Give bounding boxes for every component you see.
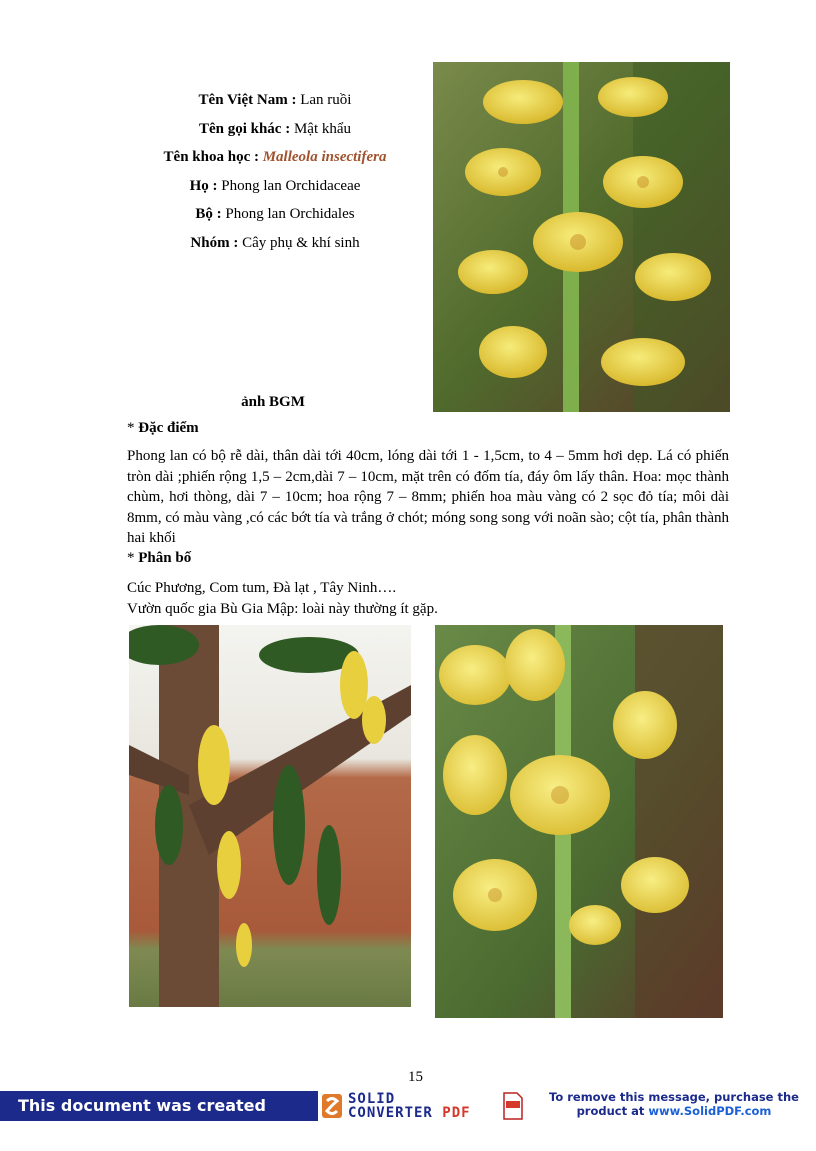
distribution-paragraph: [127, 578, 729, 620]
family-label: Họ :: [189, 177, 218, 194]
scientific-name-value: Malleola insectifera: [258, 149, 387, 165]
pdf-file-icon: [502, 1092, 524, 1120]
solidpdf-banner[interactable]: [0, 1088, 816, 1145]
order-row: [130, 200, 420, 229]
other-name-label: Tên gọi khác :: [198, 120, 291, 137]
group-value: Cây phụ & khí sinh: [238, 234, 360, 251]
orchid-flowers-closeup-photo: [435, 625, 723, 1018]
purchase-line-2: product at www.SolidPDF.com: [576, 1104, 772, 1118]
family-row: [130, 172, 420, 201]
banner-purchase-message[interactable]: [532, 1090, 816, 1118]
scientific-name-label: Tên khoa học :: [163, 149, 259, 165]
features-heading: * Đặc điểm: [127, 420, 199, 436]
scientific-name-row: [130, 143, 420, 172]
other-name-row: [130, 115, 420, 144]
distribution-line-2: Vườn quốc gia Bù Gia Mập: loài này thường ít gặp.: [127, 601, 438, 617]
other-name-value: Mật khẩu: [290, 120, 352, 137]
order-label: Bộ :: [195, 206, 222, 222]
group-label: Nhóm :: [190, 234, 239, 251]
distribution-line-1: Cúc Phương, Com tum, Đà lạt , Tây Ninh….: [127, 580, 397, 596]
solid-converter-logo: [320, 1091, 530, 1121]
order-value: Phong lan Orchidales: [221, 206, 355, 222]
vietnamese-name-value: Lan ruồi: [296, 92, 352, 108]
purchase-line-1: To remove this message, purchase the: [549, 1090, 799, 1104]
solid-logo-icon: [320, 1091, 346, 1121]
vietnamese-name-row: [130, 86, 420, 115]
family-value: Phong lan Orchidaceae: [217, 177, 361, 194]
page-number: 15: [408, 1069, 423, 1085]
logo-solid-text: SOLID: [348, 1091, 396, 1107]
distribution-heading: * Phân bố: [127, 550, 192, 566]
solidpdf-link[interactable]: www.SolidPDF.com: [648, 1104, 772, 1118]
vietnamese-name-label: Tên Việt Nam :: [198, 92, 297, 108]
banner-created-text: This document was created using: [0, 1091, 318, 1121]
features-paragraph: Phong lan có bộ rễ dài, thân dài tới 40cm, lóng dài tới 1 - 1,5cm, to 4 – 5mm hơi dẹp. Lá có phiến tròn dài ;phiến rộng 1,5 – 2cm,dài 7 – 10cm, mặt trên có đốm tía, đáy ôm lấy thân. Hoa: mọc thành chùm, hơi thòng, dài 7 – 10cm; hoa rộng 7 – 8mm; phiến hoa màu vàng có 2 sọc đỏ tía; môi dài 8mm, có màu vàng ,có các bớt tía và trắng ở chót; móng song song với noãn sào; cột tía, phân thành hai khối: [127, 448, 729, 546]
orchid-closeup-photo: [433, 62, 730, 412]
orchid-on-tree-photo: [129, 625, 411, 1007]
logo-converter-line: CONVERTER PDF: [348, 1105, 471, 1121]
photo-caption: ảnh BGM: [241, 394, 305, 410]
species-info: [130, 86, 420, 257]
group-row: [130, 229, 420, 258]
